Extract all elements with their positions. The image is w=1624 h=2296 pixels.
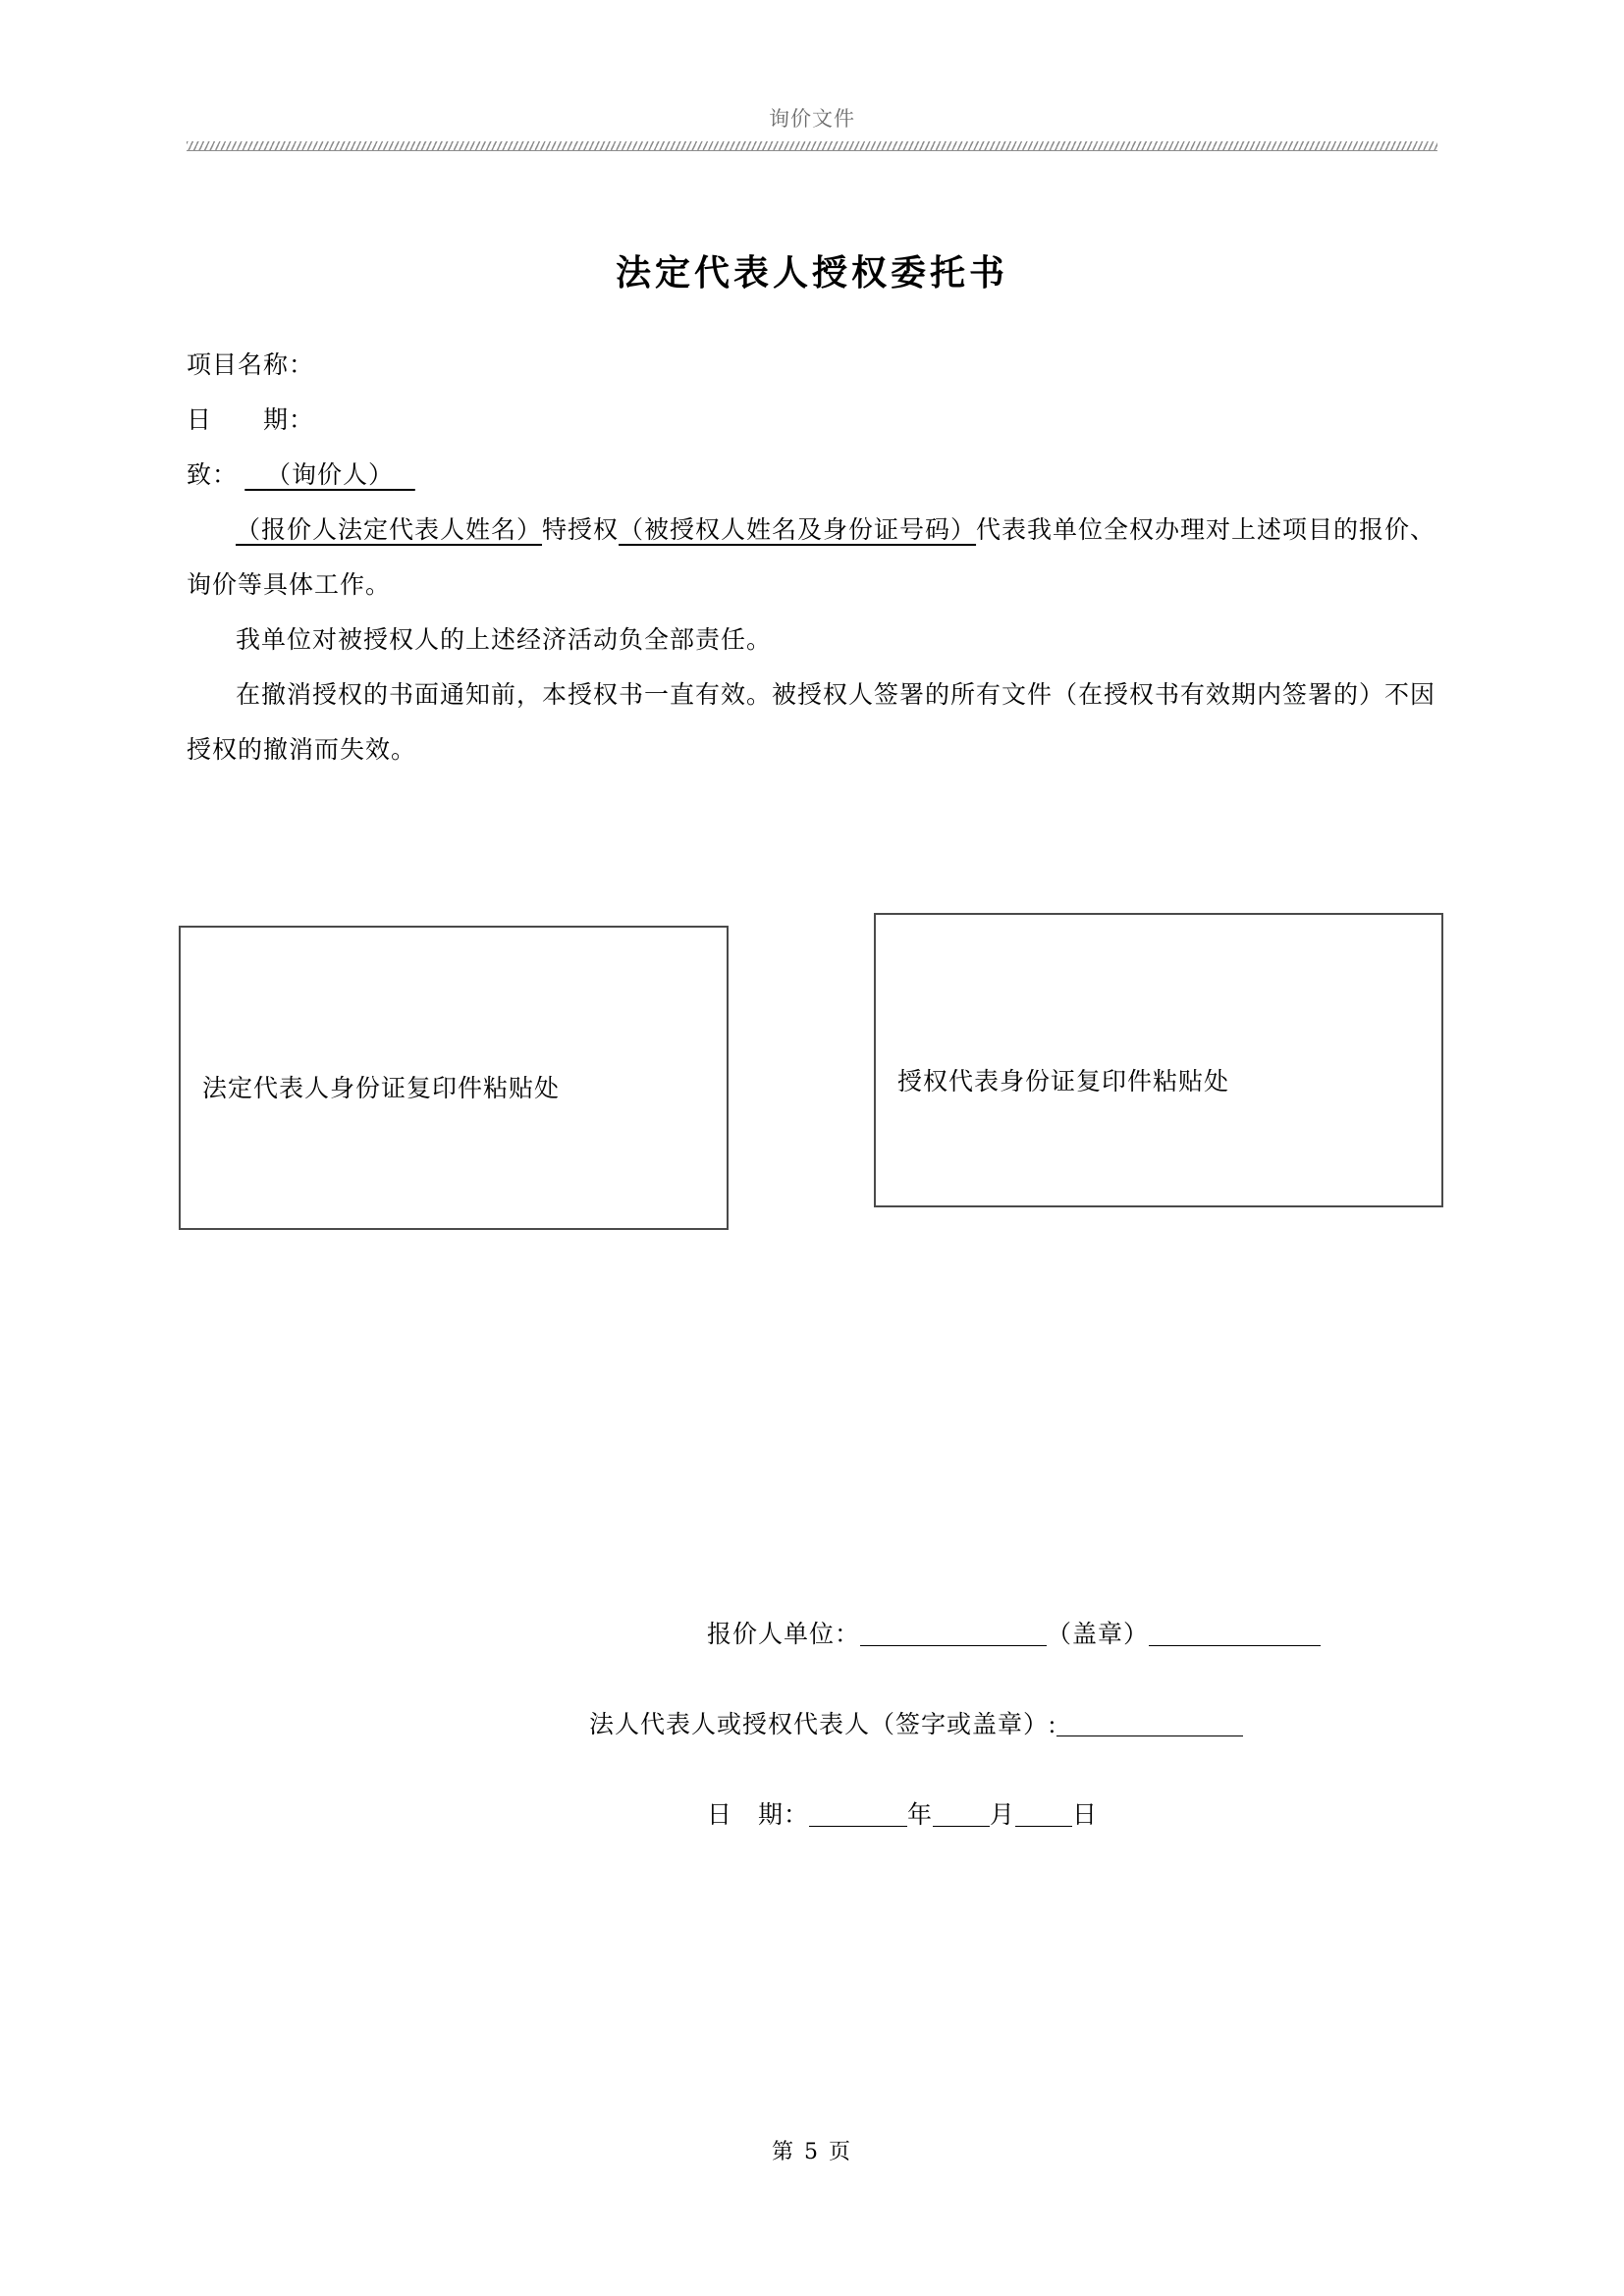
document-body — [187, 245, 1437, 778]
signature-row-bidder-unit — [187, 1615, 1437, 1650]
signature-representative-blank — [1056, 1735, 1243, 1736]
header-title: 询价文件 — [769, 107, 855, 131]
paragraph-authorization-tail: 代表我单位全权办理对上述项目的报价、询价等具体工作。 — [187, 517, 1436, 599]
paragraph-validity: 在撤消授权的书面通知前，本授权书一直有效。被授权人签署的所有文件（在授权书有效期内签署的）不因授权的撤消而失效。 — [187, 682, 1436, 764]
signature-bidder-unit-blank-2 — [1149, 1645, 1321, 1646]
signature-block — [187, 1615, 1437, 1886]
signature-date-month-unit: 月 — [990, 1802, 1016, 1829]
signature-date-day-blank — [1015, 1826, 1072, 1827]
paste-box-authorized-representative-id-label: 授权代表身份证复印件粘贴处 — [897, 1069, 1230, 1095]
page-number: 第 5 页 — [772, 2140, 852, 2164]
field-project-name-label: 项目名称： — [187, 352, 315, 379]
page-footer — [0, 2135, 1624, 2165]
field-date-label: 日 期： — [187, 407, 315, 434]
paragraph-underline-representative: （报价人法定代表人姓名） — [236, 517, 543, 544]
signature-date-label: 日 期： — [707, 1802, 810, 1829]
signature-bidder-unit-blank — [860, 1645, 1047, 1646]
signature-bidder-unit-label: 报价人单位： — [707, 1622, 861, 1648]
paste-box-legal-representative-id-label: 法定代表人身份证复印件粘贴处 — [202, 1076, 561, 1102]
paragraph-responsibility: 我单位对被授权人的上述经济活动负全部责任。 — [236, 627, 773, 654]
page-title: 法定代表人授权委托书 — [615, 252, 1008, 294]
signature-date-month-blank — [933, 1826, 990, 1827]
paragraph-authorization — [187, 504, 1437, 614]
paste-box-legal-representative-id — [179, 926, 729, 1230]
field-project-name — [187, 339, 1437, 394]
field-addressee-value: （询价人） — [266, 462, 395, 489]
paste-box-area — [0, 913, 1624, 1374]
signature-representative-label: 法人代表人或授权代表人（签字或盖章）: — [589, 1712, 1056, 1738]
signature-date-year-unit: 年 — [907, 1802, 934, 1829]
paragraph-authorize-word: 特授权 — [542, 517, 620, 544]
page-header — [187, 103, 1437, 151]
header-decorative-rule — [187, 141, 1437, 150]
paste-box-authorized-representative-id — [874, 913, 1443, 1207]
field-date — [187, 394, 1437, 449]
paragraph-underline-authorized-person: （被授权人姓名及身份证号码） — [619, 517, 977, 544]
field-addressee — [187, 449, 1437, 504]
signature-row-date — [187, 1795, 1437, 1831]
header-rule-line — [187, 150, 1437, 151]
signature-row-representative — [187, 1705, 1437, 1740]
signature-date-day-unit: 日 — [1072, 1802, 1099, 1829]
field-addressee-label: 致： — [187, 462, 239, 489]
signature-date-year-blank — [809, 1826, 907, 1827]
signature-seal-note: （盖章） — [1047, 1622, 1150, 1648]
